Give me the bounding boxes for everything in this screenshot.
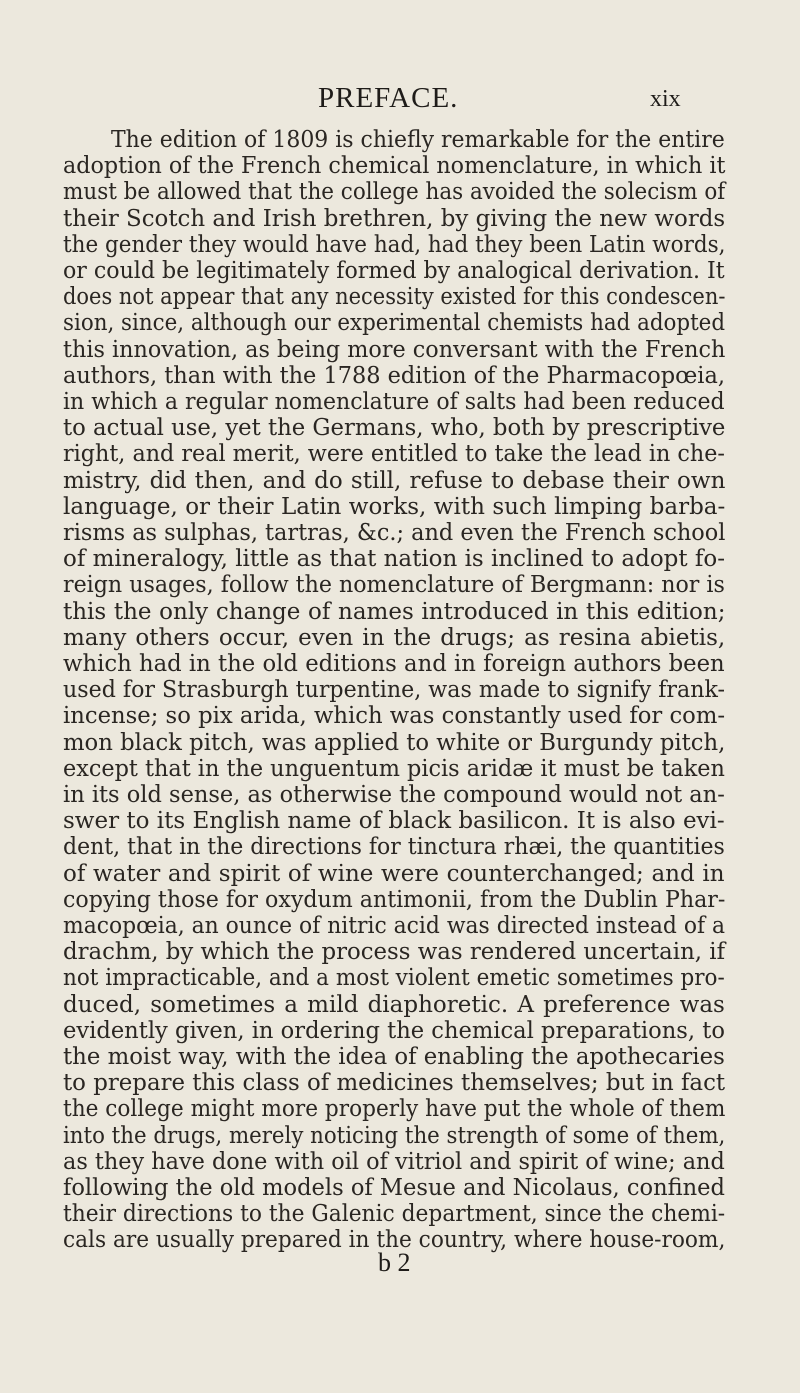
text-line: drachm, by which the process was rendered uncertain, if xyxy=(63,939,726,966)
text-line: authors, than with the 1788 edition of the Pharmacopœia, xyxy=(63,362,725,389)
text-line: used for Strasburgh turpentine, was made to signify frank- xyxy=(63,677,725,704)
text-line: The edition of 1809 is chiefly remarkable for the entire xyxy=(111,127,725,153)
text-line: adoption of the French chemical nomenclature, in which it xyxy=(63,153,726,180)
text-line: reign usages, follow the nomenclature of Bergmann: nor is xyxy=(63,572,725,599)
text-line: of mineralogy, little as that nation is inclined to adopt fo- xyxy=(63,546,725,573)
text-line: cals are usually prepared in the country, where house-room, xyxy=(63,1227,726,1254)
text-line: sion, since, although our experimental chemists had adopted xyxy=(63,310,726,337)
page-header xyxy=(0,82,800,122)
text-line: or could be legitimately formed by analogical derivation. It xyxy=(63,258,725,284)
text-line: which had in the old editions and in foreign authors been xyxy=(63,651,725,677)
text-line: this the only change of names introduced in this edition; xyxy=(63,598,726,625)
text-line: mistry, did then, and do still, refuse to debase their own xyxy=(63,467,726,494)
text-line: their Scotch and Irish brethren, by giving the new words xyxy=(63,205,726,232)
text-line: not impracticable, and a most violent emetic sometimes pro- xyxy=(63,965,725,992)
text-line: language, or their Latin works, with such limping barba- xyxy=(63,493,726,520)
text-line: to actual use, yet the Germans, who, both by prescriptive xyxy=(63,415,726,442)
text-line: right, and real merit, were entitled to take the lead in che- xyxy=(63,441,725,468)
text-line: into the drugs, merely noticing the strength of some of them, xyxy=(63,1122,726,1149)
text-line: this innovation, as being more conversant with the French xyxy=(63,336,726,363)
text-line: the college might more properly have put the whole of them xyxy=(63,1096,726,1123)
text-line: evidently given, in ordering the chemical preparations, to xyxy=(63,1017,725,1044)
text-line: macopœia, an ounce of nitric acid was directed instead of a xyxy=(63,913,726,939)
text-line: swer to its English name of black basilicon. It is also evi- xyxy=(63,808,725,835)
text-line: dent, that in the directions for tinctura rhæi, the quantities xyxy=(63,834,725,861)
signature-mark: b 2 xyxy=(378,1248,411,1277)
text-line: does not appear that any necessity existed for this condescen- xyxy=(63,284,726,311)
text-line: the moist way, with the idea of enabling the apothecaries xyxy=(63,1044,725,1070)
text-line: of water and spirit of wine were counterchanged; and in xyxy=(63,860,725,887)
text-line: must be allowed that the college has avoided the solecism of xyxy=(63,179,726,206)
text-line: in which a regular nomenclature of salts had been reduced xyxy=(63,389,725,415)
text-line: except that in the unguentum picis aridæ it must be taken xyxy=(63,755,725,782)
text-line: many others occur, even in the drugs; as resina abietis, xyxy=(63,624,726,651)
text-line: the gender they would have had, had they been Latin words, xyxy=(63,231,726,258)
text-line: copying those for oxydum antimonii, from the Dublin Phar- xyxy=(63,886,726,913)
text-line: to prepare this class of medicines themselves; but in fact xyxy=(63,1070,726,1097)
running-head: PREFACE. xyxy=(318,82,459,114)
text-line: mon black pitch, was applied to white or Burgundy pitch, xyxy=(63,729,726,756)
text-line: their directions to the Galenic department, since the chemi- xyxy=(63,1201,726,1228)
text-line: following the old models of Mesue and Nicolaus, confined xyxy=(63,1175,725,1201)
text-line: duced, sometimes a mild diaphoretic. A preference was xyxy=(63,991,725,1018)
text-line: in its old sense, as otherwise the compound would not an- xyxy=(63,782,725,808)
text-line: incense; so pix arida, which was constantly used for com- xyxy=(63,703,726,730)
text-line: as they have done with oil of vitriol and spirit of wine; and xyxy=(63,1148,725,1175)
text-line: risms as sulphas, tartras, &c.; and even the French school xyxy=(63,520,726,546)
page-number: xix xyxy=(650,86,681,112)
